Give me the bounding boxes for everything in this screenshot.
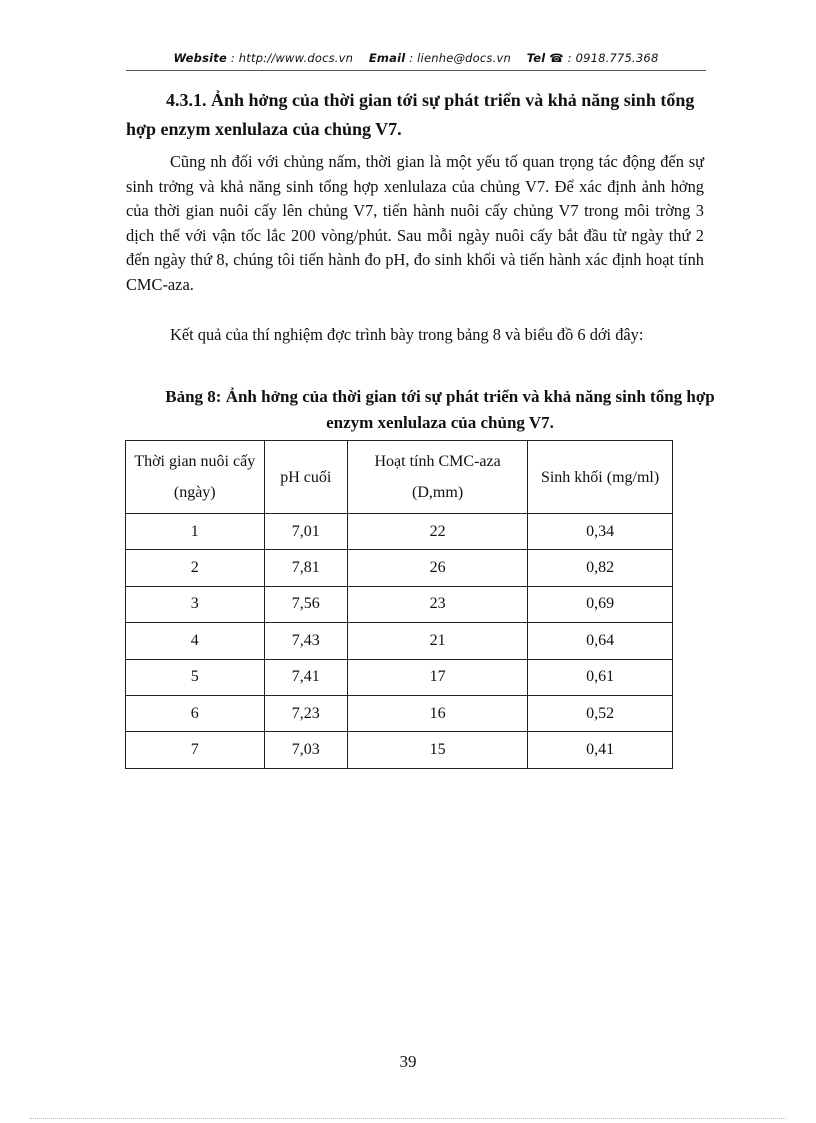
section-heading: 4.3.1. Ảnh hởng của thời gian tới sự phát triển và khả năng sinh tổng hợp enzym xenlulaza của chủng V7. bbox=[126, 90, 695, 139]
table-row bbox=[126, 732, 673, 768]
cell-time: 5 bbox=[126, 659, 265, 695]
page-number: 39 bbox=[399, 1052, 417, 1071]
header-cell-biomass: Sinh khối (mg/ml) bbox=[528, 441, 673, 514]
cell-ph: 7,56 bbox=[264, 586, 348, 622]
cell-ph: 7,43 bbox=[264, 623, 348, 659]
cell-activity: 21 bbox=[348, 623, 528, 659]
cell-ph: 7,01 bbox=[264, 514, 348, 550]
cell-time: 2 bbox=[126, 550, 265, 586]
cell-activity: 15 bbox=[348, 732, 528, 768]
table-row bbox=[126, 550, 673, 586]
cell-activity: 22 bbox=[348, 514, 528, 550]
cell-ph: 7,23 bbox=[264, 695, 348, 731]
header-cell-ph: pH cuối bbox=[264, 441, 348, 514]
cell-time: 6 bbox=[126, 695, 265, 731]
table-caption: Bảng 8: Ảnh hởng của thời gian tới sự phát triển và khả năng sinh tổng hợp enzym xenlulaza của chủng V7. bbox=[165, 387, 715, 432]
tel-label: Tel bbox=[526, 51, 546, 65]
header-cell-time: Thời gian nuôi cấy (ngày) bbox=[126, 441, 265, 514]
body-paragraph: Cũng nh đối với chủng nấm, thời gian là một yếu tố quan trọng tác động đến sự sinh trởng và khả năng sinh tổng hợp xenlulaza của chủng V7. Để xác định ảnh hởng của thời gian nuôi cấy lên chủng V7, tiến hành nuôi cấy chủng V7 trong môi trờng 3 dịch thể với vận tốc lắc 200 vòng/phút. Sau mỗi ngày nuôi cấy bắt đầu từ ngày thứ 2 đến ngày thứ 8, chúng tôi tiến hành đo pH, đo sinh khối và tiến hành xác định hoạt tính CMC-aza. bbox=[126, 152, 704, 294]
cell-time: 1 bbox=[126, 514, 265, 550]
email-label: Email bbox=[368, 51, 406, 65]
table-row bbox=[126, 659, 673, 695]
cell-biomass: 0,69 bbox=[528, 586, 673, 622]
footer-divider bbox=[30, 1118, 786, 1119]
table-header-row bbox=[126, 441, 673, 514]
cell-activity: 26 bbox=[348, 550, 528, 586]
cell-activity: 16 bbox=[348, 695, 528, 731]
table-row bbox=[126, 695, 673, 731]
cell-biomass: 0,41 bbox=[528, 732, 673, 768]
cell-activity: 17 bbox=[348, 659, 528, 695]
cell-biomass: 0,61 bbox=[528, 659, 673, 695]
body-paragraph: Kết quả của thí nghiệm đợc trình bày trong bảng 8 và biểu đồ 6 dới đây: bbox=[170, 325, 644, 344]
table-row bbox=[126, 623, 673, 659]
cell-biomass: 0,52 bbox=[528, 695, 673, 731]
tel-value: : 0918.775.368 bbox=[567, 51, 659, 65]
data-table bbox=[125, 440, 673, 769]
cell-biomass: 0,64 bbox=[528, 623, 673, 659]
website-link[interactable]: : http://www.docs.vn bbox=[230, 51, 354, 65]
cell-time: 4 bbox=[126, 623, 265, 659]
website-label: Website bbox=[173, 51, 227, 65]
cell-biomass: 0,82 bbox=[528, 550, 673, 586]
cell-time: 3 bbox=[126, 586, 265, 622]
page-header bbox=[126, 51, 706, 65]
email-link[interactable]: : lienhe@docs.vn bbox=[409, 51, 511, 65]
cell-ph: 7,03 bbox=[264, 732, 348, 768]
cell-ph: 7,81 bbox=[264, 550, 348, 586]
cell-time: 7 bbox=[126, 732, 265, 768]
cell-biomass: 0,34 bbox=[528, 514, 673, 550]
header-cell-activity: Hoạt tính CMC-aza (D,mm) bbox=[348, 441, 528, 514]
header-divider bbox=[126, 70, 706, 71]
phone-icon: ☎ bbox=[549, 51, 564, 65]
table-row bbox=[126, 586, 673, 622]
table-row bbox=[126, 514, 673, 550]
cell-activity: 23 bbox=[348, 586, 528, 622]
cell-ph: 7,41 bbox=[264, 659, 348, 695]
